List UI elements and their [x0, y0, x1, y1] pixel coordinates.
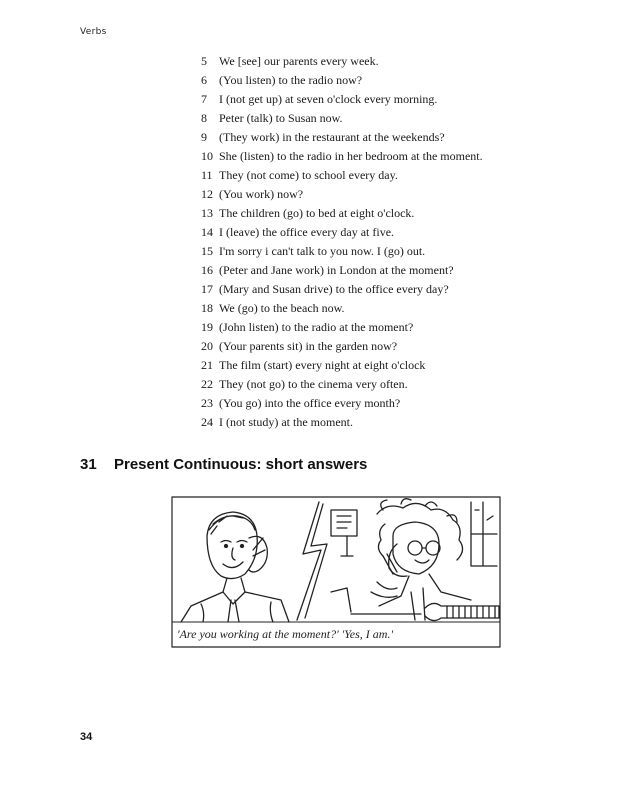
- exercise-item: [201, 413, 483, 432]
- exercise-number: 8: [201, 111, 207, 125]
- exercise-item: [201, 109, 483, 128]
- page-number: 34: [80, 731, 93, 743]
- cartoon-illustration: [171, 496, 501, 648]
- exercise-number: 20: [201, 339, 213, 353]
- exercise-item: [201, 128, 483, 147]
- running-head: Verbs: [80, 27, 107, 37]
- exercise-number: 21: [201, 358, 213, 372]
- exercise-item: [201, 52, 483, 71]
- exercise-number: 18: [201, 301, 213, 315]
- illustration-caption: 'Are you working at the moment?' 'Yes, I am.': [177, 627, 394, 641]
- exercise-item: [201, 394, 483, 413]
- exercise-item: [201, 90, 483, 109]
- exercise-item: [201, 223, 483, 242]
- exercise-number: 13: [201, 206, 213, 220]
- exercise-item: [201, 204, 483, 223]
- exercise-text: (They work) in the restaurant at the weekends?: [219, 130, 445, 144]
- section-title: Present Continuous: short answers: [114, 456, 368, 473]
- exercise-number: 19: [201, 320, 213, 334]
- exercise-number: 24: [201, 415, 213, 429]
- exercise-text: I (not get up) at seven o'clock every morning.: [219, 92, 438, 106]
- exercise-number: 16: [201, 263, 213, 277]
- section-heading: [80, 456, 367, 473]
- exercise-text: Peter (talk) to Susan now.: [219, 111, 343, 125]
- exercise-text: (Peter and Jane work) in London at the moment?: [219, 263, 454, 277]
- exercise-text: We (go) to the beach now.: [219, 301, 345, 315]
- exercise-number: 11: [201, 168, 213, 182]
- exercise-number: 9: [201, 130, 207, 144]
- exercise-text: (You work) now?: [219, 187, 304, 201]
- exercise-text: The children (go) to bed at eight o'clock.: [219, 206, 415, 220]
- exercise-item: [201, 185, 483, 204]
- exercise-item: [201, 356, 483, 375]
- exercise-text: (You listen) to the radio now?: [219, 73, 363, 87]
- cartoon-drawing: [171, 496, 501, 648]
- exercise-number: 22: [201, 377, 213, 391]
- exercise-item: [201, 280, 483, 299]
- exercise-text: They (not go) to the cinema very often.: [219, 377, 408, 391]
- exercise-item: [201, 375, 483, 394]
- man-on-phone-figure: [181, 512, 289, 622]
- exercise-text: I (leave) the office every day at five.: [219, 225, 395, 239]
- exercise-number: 17: [201, 282, 213, 296]
- exercise-text: (Mary and Susan drive) to the office every day?: [219, 282, 449, 296]
- window: [471, 502, 497, 566]
- section-number: 31: [80, 456, 97, 473]
- exercise-item: [201, 318, 483, 337]
- exercise-text: The film (start) every night at eight o'clock: [219, 358, 426, 372]
- exercise-item: [201, 299, 483, 318]
- phone-signal-zigzag: [297, 502, 327, 620]
- exercise-number: 12: [201, 187, 213, 201]
- exercise-number: 14: [201, 225, 213, 239]
- exercise-text: I'm sorry i can't talk to you now. I (go) out.: [219, 244, 426, 258]
- exercise-text: She (listen) to the radio in her bedroom at the moment.: [219, 149, 483, 163]
- exercise-item: [201, 166, 483, 185]
- exercise-text: They (not come) to school every day.: [219, 168, 398, 182]
- exercise-number: 15: [201, 244, 213, 258]
- coiled-cable: [425, 603, 499, 620]
- exercise-item: [201, 261, 483, 280]
- exercise-text: (Your parents sit) in the garden now?: [219, 339, 398, 353]
- exercise-item: [201, 147, 483, 166]
- exercise-number: 23: [201, 396, 213, 410]
- exercise-number: 6: [201, 73, 207, 87]
- woman-on-phone-figure: [371, 499, 471, 620]
- exercise-list: [201, 52, 483, 432]
- exercise-item: [201, 71, 483, 90]
- exercise-text: I (not study) at the moment.: [219, 415, 353, 429]
- exercise-number: 10: [201, 149, 213, 163]
- exercise-number: 5: [201, 54, 207, 68]
- exercise-item: [201, 242, 483, 261]
- exercise-number: 7: [201, 92, 207, 106]
- exercise-text: We [see] our parents every week.: [219, 54, 379, 68]
- exercise-text: (You go) into the office every month?: [219, 396, 401, 410]
- exercise-text: (John listen) to the radio at the moment?: [219, 320, 414, 334]
- exercise-item: [201, 337, 483, 356]
